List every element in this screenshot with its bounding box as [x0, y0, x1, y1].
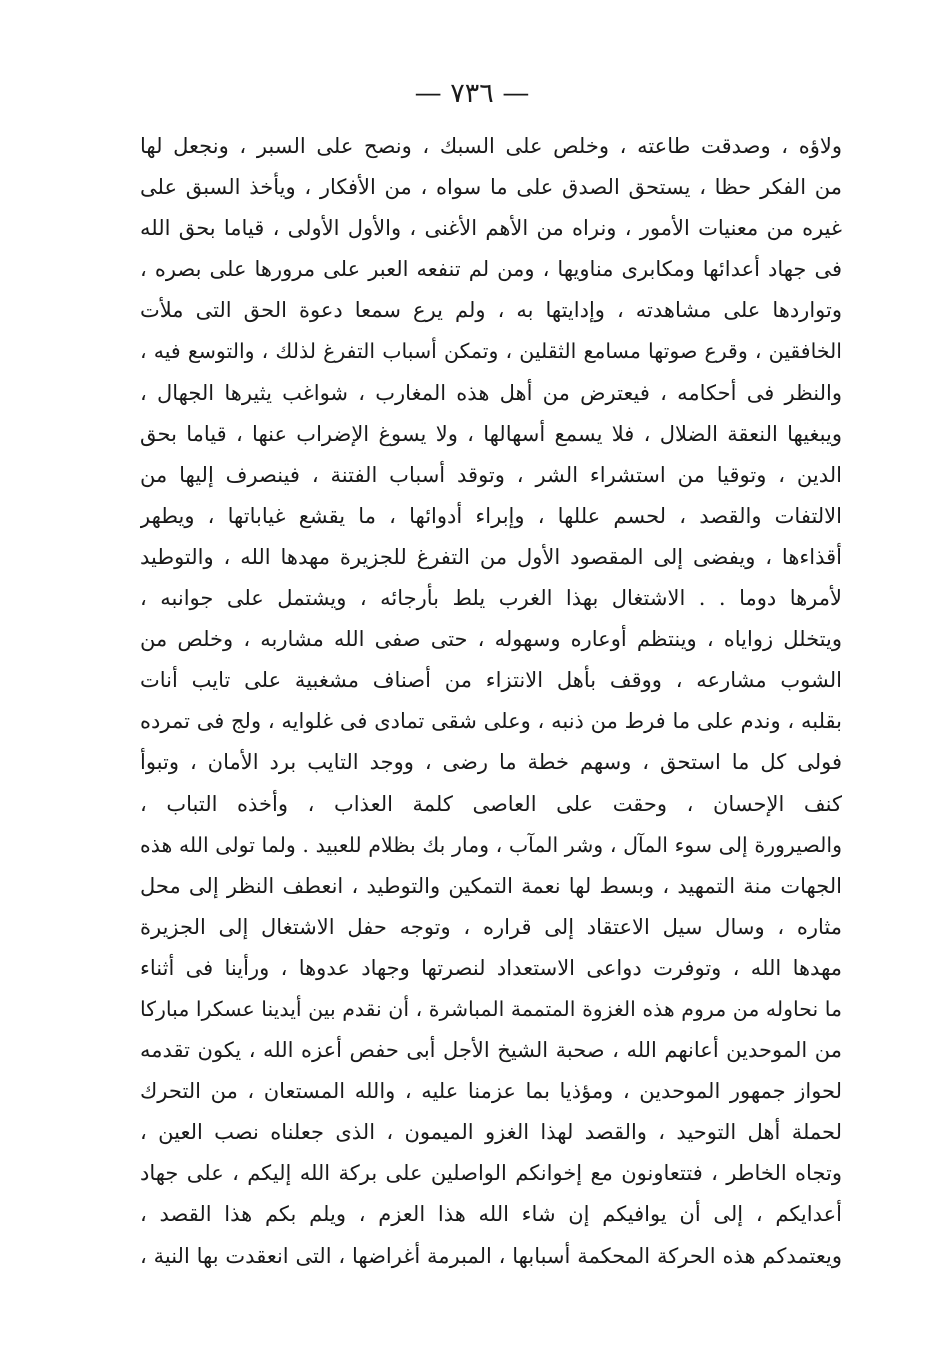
text-line: وتجاه الخاطر ، فتتعاونون مع إخوانكم الواصلين على بركة الله إليكم ، على جهاد	[140, 1161, 842, 1186]
text-line: والنظر فى أحكامه ، فيعترض من أهل هذه المغارب ، شواغب يثيرها الجهال ،	[140, 380, 842, 405]
text-line: ويعتمدكم هذه الحركة المحكمة أسبابها ، المبرمة أغراضها ، التى انعقدت بها النية ،	[140, 1243, 842, 1268]
body-text	[140, 126, 842, 1277]
text-line: فى جهاد أعدائها ومكابرى مناويها ، ومن لم تنفعه العبر على مرورها على بصره ،	[140, 257, 842, 282]
text-line: أعدايكم ، إلى أن يوافيكم إن شاء الله هذا العزم ، ويلم بكم هذا القصد ،	[140, 1202, 842, 1227]
text-line: لحملة أهل التوحيد ، والقصد لهذا الغزو الميمون ، الذى جعلناه نصب العين ،	[140, 1120, 842, 1145]
text-line: مهدها الله ، وتوفرت دواعى الاستعداد لنصرتها وجهاد عدوها ، ورأينا فى أثناء	[140, 955, 842, 980]
text-line: الالتفات والقصد ، لحسم عللها ، وإبراء أدوائها ، ما يقشع غياباتها ، ويطهر	[140, 503, 842, 528]
text-line: الخافقين ، وقرع صوتها مسامع الثقلين ، وتمكن أسباب التفرغ لذلك ، والتوسع فيه ،	[140, 339, 842, 364]
text-line: أقذاءها ، ويفضى إلى المقصود الأول من التفرغ للجزيرة مهدها الله ، والتوطيد	[140, 544, 842, 569]
text-line: بقلبه ، وندم على ما فرط من ذنبه ، وعلى شقى تمادى فى غلوايه ، ولج فى تمرده	[140, 709, 842, 734]
text-line: وتواردها على مشاهدته ، وإدايتها به ، ولم يرع سمعا دعوة الحق التى ملأت	[140, 298, 842, 323]
page-number: — ٧٣٦ —	[414, 78, 530, 109]
text-line: الشوب مشارعه ، ووقف بأهل الانتزاء من أصناف مشغبية على تايب أنات	[140, 668, 842, 693]
text-line: ويتخلل زواياه ، وينتظم أوعاره وسهوله ، حتى صفى الله مشاربه ، وخلص من	[140, 627, 842, 652]
text-line: غيره من معنيات الأمور ، ونراه من الأهم الأغنى ، والأول الأولى ، قياما بحق الله	[140, 216, 842, 241]
text-line: الجهات منة التمهيد ، وبسط لها نعمة التمكين والتوطيد ، انعطف النظر إلى محل	[140, 873, 842, 898]
text-line: من الفكر حظا ، يستحق الصدق على ما سواه ، من الأفكار ، ويأخذ السبق على	[140, 175, 842, 200]
text-line: كنف الإحسان ، وحقت على العاصى كلمة العذاب ، وأخذه التباب ،	[140, 791, 842, 816]
text-line: فولى كل ما استحق ، وسهم خطة ما رضى ، ووجد التايب برد الأمان ، وتبوأ	[140, 750, 842, 775]
text-line: لأمرها دوما . . الاشتغال بهذا الغرب يلط بأرجائه ، ويشتمل على جوانبه ،	[140, 586, 842, 611]
text-line: ويبغيها النعقة الضلال ، فلا يسمع أسهالها ، ولا يسوغ الإضراب عنها ، قياما بحق	[140, 421, 842, 446]
text-line: ما نحاوله من مروم هذه الغزوة المتممة المباشرة ، أن نقدم بين أيدينا عسكرا مباركا	[140, 996, 842, 1021]
text-line: مثاره ، وسال سيل الاعتقاد إلى قراره ، وتوجه حفل الاشتغال إلى الجزيرة	[140, 914, 842, 939]
text-line: لحواز جمهور الموحدين ، ومؤذيا بما عزمنا عليه ، والله المستعان ، من التحرك	[140, 1079, 842, 1104]
text-line: ولاؤه ، وصدقت طاعته ، وخلص على السبك ، ونصح على السبر ، ونجعل لها	[140, 134, 842, 158]
text-line: الدين ، وتوقيا من استشراء الشر ، وتوقد أسباب الفتنة ، فينصرف إليها من	[140, 462, 842, 487]
text-line: والصيرورة إلى سوء المآل ، وشر المآب ، ومار بك بظلام للعبيد . ولما تولى الله هذه	[140, 832, 842, 857]
text-line: من الموحدين أعانهم الله ، صحبة الشيخ الأجل أبى حفص أعزه الله ، يكون تقدمه	[140, 1038, 842, 1063]
